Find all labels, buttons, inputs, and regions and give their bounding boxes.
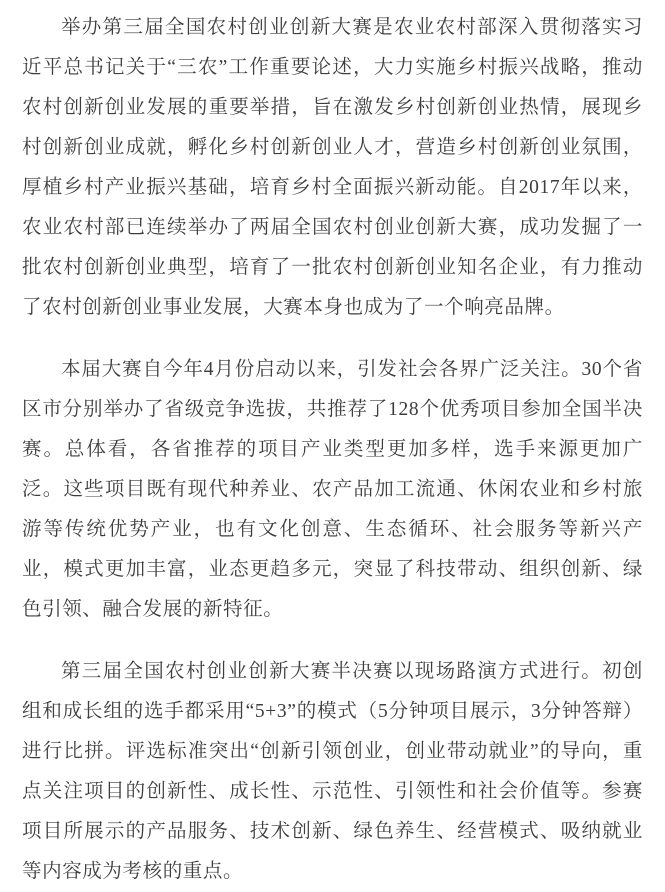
- paragraph-2: 本届大赛自今年4月份启动以来，引发社会各界广泛关注。30个省区市分别举办了省级竞争选拔，共推荐了128个优秀项目参加全国半决赛。总体看，各省推荐的项目产业类型更加多样，选手来源更加广泛。这些项目既有现代种养业、农产品加工流通、休闲农业和乡村旅游等传统优势产业，也有文化创意、生态循环、社会服务等新兴产业，模式更加丰富，业态更趋多元，突显了科技带动、组织创新、绿色引领、融合发展的新特征。: [22, 359, 643, 620]
- document-body: [22, 8, 643, 892]
- paragraph-3: 第三届全国农村创业创新大赛半决赛以现场路演方式进行。初创组和成长组的选手都采用“5+3”的模式（5分钟项目展示，3分钟答辩）进行比拼。评选标准突出“创新引领创业，创业带动就业”的导向，重点关注项目的创新性、成长性、示范性、引领性和社会价值等。参赛项目所展示的产品服务、技术创新、绿色养生、经营模式、吸纳就业等内容成为考核的重点。: [22, 661, 643, 882]
- paragraph-1: 举办第三届全国农村创业创新大赛是农业农村部深入贯彻落实习近平总书记关于“三农”工作重要论述，大力实施乡村振兴战略，推动农村创新创业发展的重要举措，旨在激发乡村创新创业热情，展现乡村创新创业成就，孵化乡村创新创业人才，营造乡村创新创业氛围，厚植乡村产业振兴基础，培育乡村全面振兴新动能。自2017年以来，农业农村部已连续举办了两届全国农村创业创新大赛，成功发掘了一批农村创新创业典型，培育了一批农村创新创业知名企业，有力推动了农村创新创业事业发展，大赛本身也成为了一个响亮品牌。: [22, 17, 643, 318]
